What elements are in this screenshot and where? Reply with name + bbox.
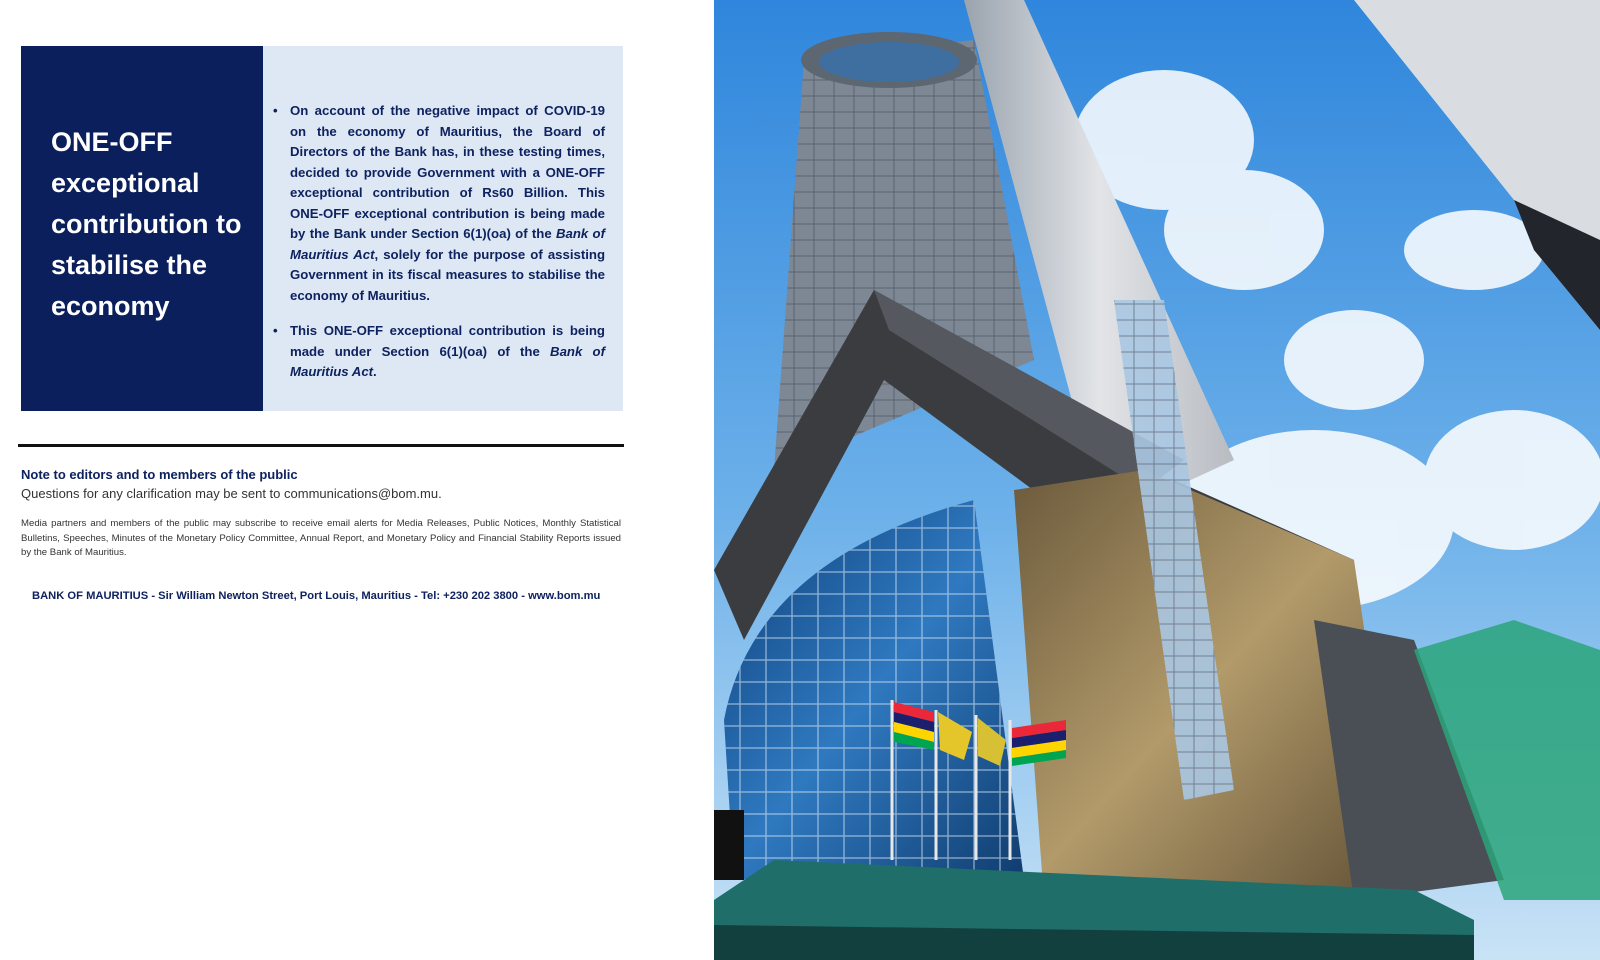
building-photo — [714, 0, 1600, 960]
note-heading: Note to editors and to members of the public — [21, 467, 298, 482]
act-name: Bank of Mauritius Act — [290, 226, 606, 262]
highlight-body — [263, 46, 623, 411]
highlight-box — [21, 46, 623, 411]
mauritius-flag — [1012, 720, 1066, 766]
bullet-list — [269, 101, 605, 383]
act-name: Bank of Mauritius Act — [290, 343, 605, 379]
bullet-text: , solely for the purpose of assisting Government in its fiscal measures to stabilise the economy of Mauritius. — [290, 246, 606, 303]
building-illustration — [714, 0, 1600, 960]
bullet-text: . — [373, 364, 377, 379]
note-section — [21, 466, 627, 503]
bullet-item-contribution — [290, 101, 605, 306]
bullet-text: On account of the negative impact of COVID-19 on the economy of Mauritius, the Board of Directors of the Bank has, in these testing times, decided to provide Government with a ONE-OFF exceptional contribution of Rs60 Billion. This ONE-OFF exceptional contribution is being made by the Bank under Section 6(1)(oa) of the — [290, 103, 605, 241]
footer-address: BANK OF MAURITIUS - Sir William Newton Street, Port Louis, Mauritius - Tel: +230 202 3800 - www.bom.mu — [32, 590, 601, 602]
highlight-title-panel — [21, 46, 263, 411]
press-release-document — [0, 0, 714, 960]
subscribe-text: Media partners and members of the public may subscribe to receive email alerts for Media Releases, Public Notices, Monthly Statistical Bulletins, Speeches, Minutes of the Monetary Policy Committee, Annual Report, and Monetary Policy and Financial Stability Reports issued by the Bank of Mauritius. — [21, 518, 621, 558]
bullet-text: This ONE-OFF exceptional contribution is being made under Section 6(1)(oa) of the — [290, 323, 605, 359]
bullet-item-legal-basis — [290, 321, 605, 383]
divider-rule — [18, 444, 624, 447]
note-text: Questions for any clarification may be sent to communications@bom.mu. — [21, 486, 442, 501]
highlight-title: ONE-OFF exceptional contribution to stabilise the economy — [51, 127, 242, 321]
